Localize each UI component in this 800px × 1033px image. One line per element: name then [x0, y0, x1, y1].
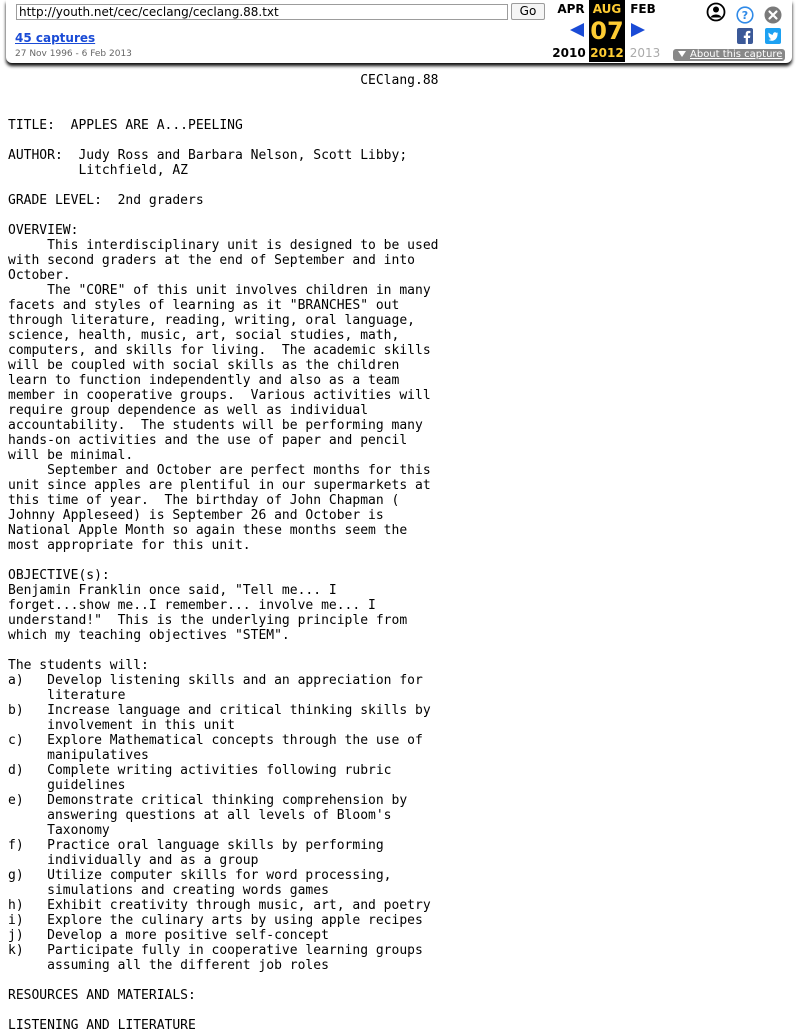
wayback-toolbar [6, 0, 792, 63]
about-capture-label: About this capture [690, 49, 783, 60]
current-capture-column [589, 0, 625, 62]
document-text: CEClang.88 TITLE: APPLES ARE A...PEELING AUTHOR: Judy Ross and Barbara Nelson, Scott Libby; Litchfield, AZ GRADE LEVEL: 2nd graders OVERVIEW: This interdisciplinary unit is designed to be used with second graders at the end of September and into October. The "CORE" of this unit involves children in many facets and styles of learning as it "BRANCHES" out through literature, reading, writing, oral language, science, health, music, art, social studies, math, computers, and skills for living. The academic skills will be coupled with social skills as the children learn to function independently and also as a team member in cooperative groups. Various activities will require group dependence as well as individual accountability. The students will be performing many hands-on activities and the use of paper and pencil will be minimal. September and October are perfect months for this unit since apples are plentiful in our supermarkets at this time of year. The birthday of John Chapman ( Johnny Appleseed) is September 26 and October is National Apple Month so again these months seem the most appropriate for this unit. OBJECTIVE(s): Benjamin Franklin once said, "Tell me... I forget...show me..I remember... involve me... I understand!" This is the underlying principle from which my teaching objectives "STEM". The students will: a) Develop listening skills and an appreciation for literature b) Increase language and critical thinking skills by involvement in this unit c) Explore Mathematical concepts through the use of manipulatives d) Complete writing activities following rubric guidelines e) Demonstrate critical thinking comprehension by answering questions at all levels of Bloom's Taxonomy f) Practice oral language skills by performing individually and as a group g) Utilize computer skills for word processing, simulations and creating words games h) Exhibit creativity through music, art, and poetry i) Explore the culinary arts by using apple recipes j) Develop a more positive self-concept k) Participate fully in cooperative learning groups assuming all the different job roles RESOURCES AND MATERIALS: LISTENING AND LITERATURE [8, 73, 439, 1033]
year-current-label: 2012 [590, 46, 624, 60]
capture-date-range: 27 Nov 1996 - 6 Feb 2013 [15, 49, 132, 59]
url-input[interactable] [16, 4, 508, 20]
triangle-down-icon [678, 51, 686, 57]
close-icon[interactable] [764, 6, 782, 28]
next-capture-arrow-icon[interactable] [631, 23, 645, 37]
year-next-label: 2013 [629, 46, 661, 60]
svg-text:?: ? [741, 9, 749, 23]
facebook-icon[interactable] [737, 28, 753, 48]
help-icon[interactable] [736, 6, 754, 28]
captures-link[interactable]: 45 captures [15, 31, 96, 45]
go-button[interactable]: Go [511, 3, 545, 20]
day-current-label: 07 [590, 17, 624, 45]
month-current-label: AUG [592, 2, 622, 16]
twitter-icon[interactable] [765, 28, 781, 48]
year-prev-label[interactable]: 2010 [552, 46, 586, 60]
user-icon[interactable] [706, 2, 726, 26]
month-next-label[interactable]: FEB [630, 2, 656, 16]
prev-capture-arrow-icon[interactable] [570, 23, 584, 37]
month-prev-label[interactable]: APR [557, 2, 585, 16]
about-capture-button[interactable] [673, 49, 785, 61]
